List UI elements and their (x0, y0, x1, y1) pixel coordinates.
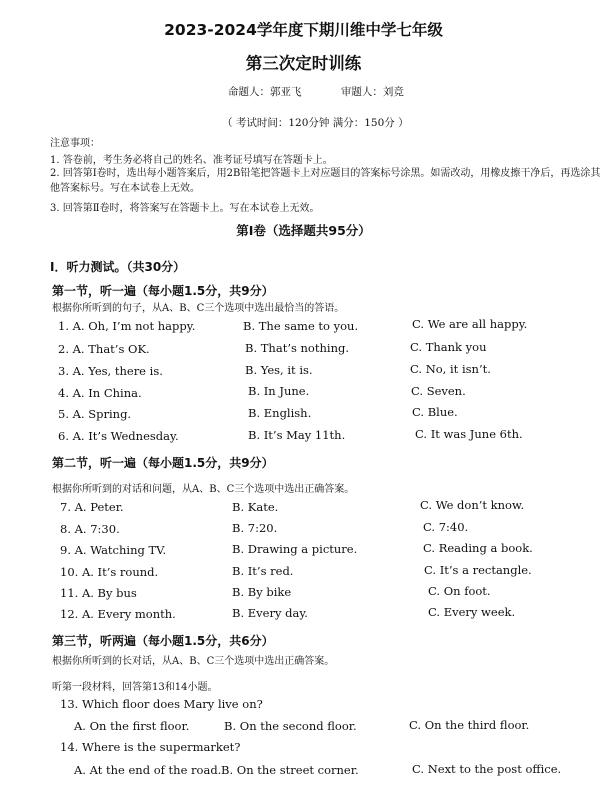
question-option-a: 6. A. It’s Wednesday. (58, 429, 179, 443)
section-heading: 第二节，听一遍（每小题1.5分，共9分） (52, 456, 274, 470)
question-option-c: C. We are all happy. (412, 317, 528, 331)
question-option-b: B. Every day. (232, 606, 308, 620)
question-option-b: B. On the second floor. (224, 719, 357, 733)
question-option-a: 12. A. Every month. (60, 607, 176, 621)
question-option-c: C. It’s a rectangle. (424, 563, 532, 577)
material-instruction: 听第一段材料，回答第13和14小题。 (52, 682, 218, 693)
question-option-b: B. Yes, it is. (245, 363, 313, 377)
question-option-b: B. It’s May 11th. (248, 428, 346, 442)
author-line (228, 84, 404, 99)
exam-title: 2023-2024学年度下期川维中学七年级 (164, 21, 443, 39)
question-option-c: C. Next to the post office. (412, 762, 562, 776)
question-option-a: 2. A. That’s OK. (58, 342, 150, 356)
section-instruction: 根据你所听到的长对话，从A、B、C三个选项中选出正确答案。 (52, 656, 335, 667)
question-option-c: C. We don’t know. (420, 498, 525, 512)
notice-title: 注意事项： (50, 138, 100, 149)
question-option-a: 8. A. 7:30. (60, 522, 120, 536)
question-option-b: B. English. (248, 406, 312, 420)
question-option-a: 1. A. Oh, I’m not happy. (58, 319, 196, 333)
section-heading: 第三节，听两遍（每小题1.5分，共6分） (52, 634, 274, 648)
question-option-b: B. It’s red. (232, 564, 294, 578)
notice-item: 1. 答卷前，考生务必将自己的姓名、准考证号填写在答题卡上。 (50, 155, 333, 166)
question-option-a: 9. A. Watching TV. (60, 543, 167, 557)
question-option-b: B. That’s nothing. (245, 341, 349, 355)
section-instruction: 根据你所听到的句子，从A、B、C三个选项中选出最恰当的答语。 (52, 303, 345, 314)
question-option-a: 3. A. Yes, there is. (58, 364, 163, 378)
question-option-a: 4. A. In China. (58, 386, 142, 400)
question-option-b: B. Drawing a picture. (232, 542, 358, 556)
question-option-b: B. The same to you. (243, 319, 359, 333)
author: 命题人：郭亚飞 (228, 86, 302, 98)
exam-subtitle: 第三次定时训练 (245, 54, 362, 73)
question-option-c: C. No, it isn’t. (410, 362, 491, 376)
notice-item: 2. 回答第Ⅰ卷时，选出每小题答案后，用2B铅笔把答题卡上对应题目的答案标号涂黑。如需改动，用橡皮擦干净后，再选涂其他答案标号。写在本试卷上无效。 (50, 168, 601, 194)
exam-timing: （ 考试时间：120分钟 满分：150分 ） (222, 117, 409, 129)
question-option-c: C. Seven. (411, 384, 466, 398)
question-option-c: C. On foot. (428, 584, 491, 598)
question-option-c: C. It was June 6th. (415, 427, 523, 441)
question-option-b: B. On the street corner. (221, 763, 359, 777)
question-option-a: 7. A. Peter. (60, 500, 124, 514)
question-stem: 13. Which floor does Mary live on? (60, 697, 263, 711)
reviewer: 审题人：刘竞 (340, 86, 404, 98)
question-option-c: C. On the third floor. (409, 718, 530, 732)
question-option-c: C. Reading a book. (423, 541, 533, 555)
question-option-a: A. At the end of the road. (74, 763, 222, 777)
question-option-c: C. Blue. (412, 405, 458, 419)
question-stem: 14. Where is the supermarket? (60, 740, 241, 754)
question-option-a: 5. A. Spring. (58, 407, 132, 421)
section-instruction: 根据你所听到的对话和问题，从A、B、C三个选项中选出正确答案。 (52, 484, 355, 495)
question-option-b: B. Kate. (232, 500, 279, 514)
question-option-c: C. Thank you (410, 340, 487, 354)
section-heading: 第一节，听一遍（每小题1.5分，共9分） (52, 284, 274, 298)
part-title: 第Ⅰ卷（选择题共95分） (236, 223, 371, 238)
notice-item: 3. 回答第Ⅱ卷时，将答案写在答题卡上。写在本试卷上无效。 (50, 203, 320, 214)
question-option-b: B. 7:20. (232, 521, 278, 535)
question-option-c: C. 7:40. (423, 520, 469, 534)
question-option-c: C. Every week. (428, 605, 516, 619)
question-option-a: A. On the first floor. (74, 719, 190, 733)
question-option-a: 10. A. It’s round. (60, 565, 159, 579)
question-option-b: B. In June. (248, 384, 310, 398)
section-title: Ⅰ．听力测试。（共30分） (50, 260, 186, 274)
question-option-a: 11. A. By bus (60, 586, 137, 600)
question-option-b: B. By bike (232, 585, 292, 599)
